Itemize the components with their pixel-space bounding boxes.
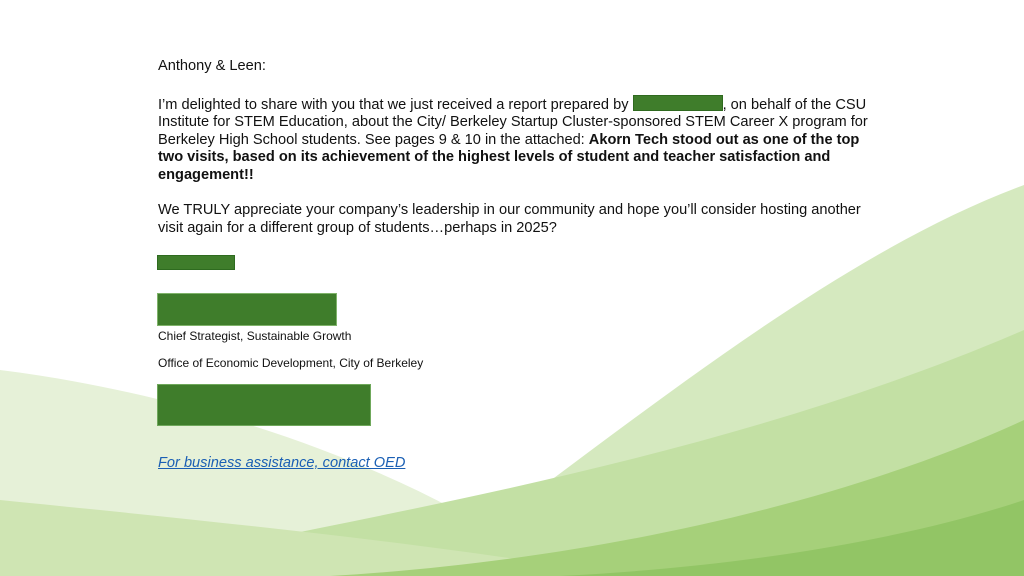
redacted-name-inline — [633, 95, 723, 111]
signature-office: Office of Economic Development, City of Berkeley — [158, 356, 424, 370]
signature-title: Chief Strategist, Sustainable Growth — [158, 329, 352, 343]
letter-body — [158, 58, 878, 237]
redacted-logo-block — [157, 384, 371, 426]
redacted-signature-name — [157, 293, 337, 326]
para1-text-after: , on behalf of the CSU Institute for STEM Education, about the City/ Berkeley Startup Cluster-sponsored STEM Career X program for Berkeley High School students. See pages 9 & 10 in the attached: — [158, 96, 868, 148]
redacted-signature-small — [157, 255, 235, 270]
business-assistance-link[interactable]: For business assistance, contact OED — [158, 455, 406, 471]
greeting: Anthony & Leen: — [158, 58, 266, 74]
para1-bold-highlight: Akorn Tech stood out as one of the top two visits, based on its achievement of the highest levels of student and teacher satisfaction and engagement!! — [158, 131, 860, 183]
para1-text-before: I’m delighted to share with you that we just received a report prepared by — [158, 96, 633, 113]
paragraph-report — [158, 95, 878, 185]
paragraph-appreciation: We TRULY appreciate your company’s leadership in our community and hope you’ll consider hosting another visit again for a different group of students…perhaps in 2025? — [158, 202, 861, 236]
